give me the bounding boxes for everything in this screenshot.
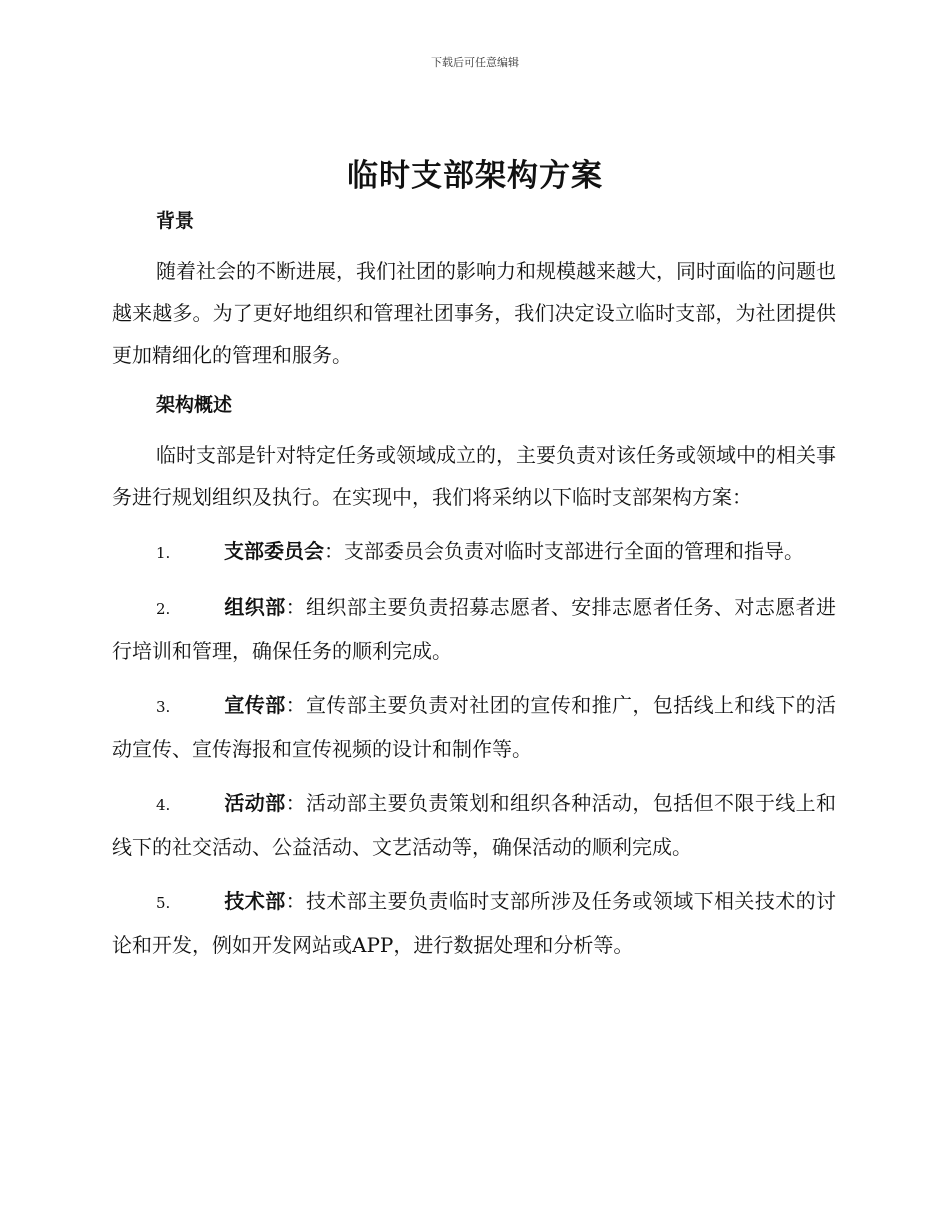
list-item xyxy=(112,586,836,672)
list-item-description: 宣传部主要负责对社团的宣传和推广，包括线上和线下的活动宣传、宣传海报和宣传视频的设计和制作等。 xyxy=(112,693,837,761)
list-item-term: 支部委员会 xyxy=(224,539,324,563)
section-heading-overview: 架构概述 xyxy=(156,394,233,416)
list-item-term: 技术部 xyxy=(224,889,286,913)
list-item-separator: ： xyxy=(285,595,307,619)
list-item-separator: ： xyxy=(285,889,307,913)
section-paragraph-overview: 临时支部是针对特定任务或领域成立的，主要负责对该任务或领域中的相关事务进行规划组织及执行。在实现中，我们将采纳以下临时支部架构方案： xyxy=(112,443,836,509)
list-item-term: 组织部 xyxy=(224,595,286,619)
list-item-number: 5. xyxy=(156,894,171,912)
list-item-number: 3. xyxy=(156,698,171,716)
list-item-separator: ： xyxy=(324,539,344,563)
list-item-separator: ： xyxy=(285,791,307,815)
list-item-term: 宣传部 xyxy=(224,693,286,717)
list-item-number: 1. xyxy=(156,544,171,562)
list-item xyxy=(112,684,836,770)
list-item-number: 4. xyxy=(156,796,171,814)
list-item xyxy=(112,880,836,966)
list-item-separator: ： xyxy=(285,693,307,717)
list-item-description: 支部委员会负责对临时支部进行全面的管理和指导。 xyxy=(344,539,804,563)
page-header: 下载后可任意编辑 xyxy=(431,56,519,69)
list-item-term: 活动部 xyxy=(224,791,286,815)
list-item-number: 2. xyxy=(156,600,171,618)
list-item-description: 活动部主要负责策划和组织各种活动，包括但不限于线上和线下的社交活动、公益活动、文艺活动等，确保活动的顺利完成。 xyxy=(112,791,837,859)
document-title: 临时支部架构方案 xyxy=(347,158,603,194)
list-item xyxy=(112,530,836,574)
document-body xyxy=(112,200,836,966)
section-paragraph-background: 随着社会的不断进展，我们社团的影响力和规模越来越大，同时面临的问题也越来越多。为了更好地组织和管理社团事务，我们决定设立临时支部，为社团提供更加精细化的管理和服务。 xyxy=(112,259,836,367)
list-item-description: 组织部主要负责招募志愿者、安排志愿者任务、对志愿者进行培训和管理，确保任务的顺利完成。 xyxy=(112,595,837,663)
section-heading-background: 背景 xyxy=(156,210,195,232)
list-item-description: 技术部主要负责临时支部所涉及任务或领域下相关技术的讨论和开发，例如开发网站或APP，进行数据处理和分析等。 xyxy=(112,889,837,957)
list-item xyxy=(112,782,836,868)
